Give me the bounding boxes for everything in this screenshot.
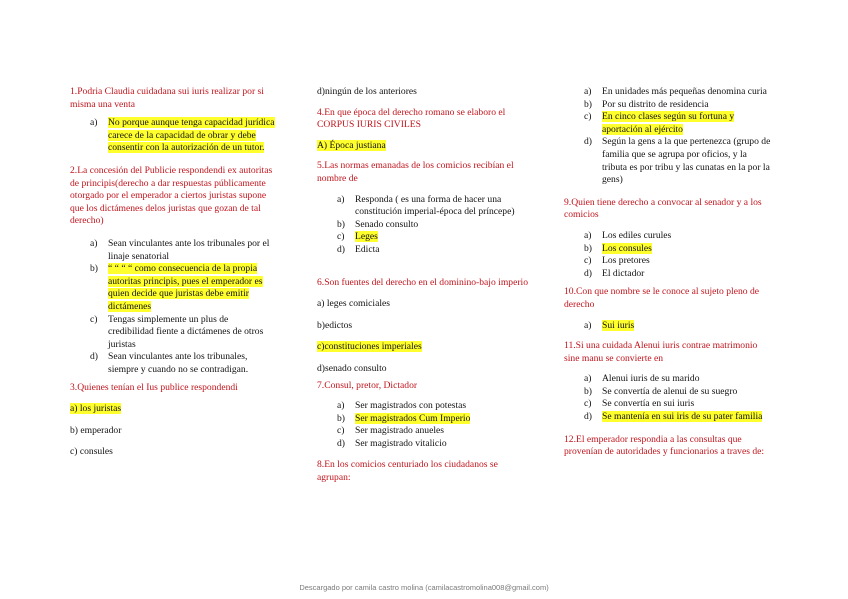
option-text: En cinco clases según su fortuna y aportación al ejército	[602, 111, 735, 135]
option-marker: b)	[584, 385, 592, 397]
column-1	[70, 86, 276, 459]
option-text: Responda ( es una forma de hacer una constitución imperial-época del príncepe)	[355, 193, 515, 218]
option-marker: d)	[584, 136, 592, 148]
option-text: Ser magistrado anueles	[355, 425, 444, 437]
option-item	[337, 413, 531, 426]
option-marker: a)	[337, 400, 345, 412]
answer-d: d)senado consulto	[317, 362, 387, 374]
option-marker: b)	[584, 98, 592, 110]
option-marker: b)	[584, 242, 592, 254]
option-item	[584, 99, 774, 112]
option-item	[584, 386, 774, 399]
option-item	[337, 425, 531, 438]
question-7: 7.Consul, pretor, Dictador	[317, 379, 418, 391]
option-item	[584, 320, 774, 333]
answer-c: c) consules	[70, 446, 113, 458]
column-2	[317, 86, 531, 485]
option-marker: c)	[337, 231, 345, 243]
question-12: 12.El emperador respondia a las consultas que provenían de autoridades y funcionarios a traves de:	[564, 433, 765, 458]
option-marker: d)	[584, 267, 592, 279]
option-text: Los ediles curules	[602, 229, 672, 241]
option-marker: c)	[584, 255, 592, 267]
option-text: Se convertía de alenui de su suegro	[602, 385, 738, 397]
option-marker: d)	[584, 411, 592, 423]
question-3: 3.Quienes tenían el Ius publice respondendi	[70, 382, 238, 394]
answer-a: a) los juristas	[70, 403, 122, 415]
question-10-options	[584, 320, 774, 333]
answer-d: d)ningún de los anteriores	[317, 86, 417, 97]
option-item	[584, 86, 774, 99]
option-text: Alenui iuris de su marido	[602, 373, 700, 385]
option-marker: a)	[337, 193, 345, 205]
option-marker: a)	[90, 117, 98, 129]
option-text: Se mantenía en sui iris de su pater familia	[602, 411, 763, 423]
option-text: Ser magistrados Cum Imperio	[355, 412, 471, 424]
answer-line	[317, 140, 531, 153]
question-7-options	[337, 400, 531, 450]
option-marker: c)	[90, 313, 98, 325]
option-item	[90, 314, 276, 352]
option-item	[584, 243, 774, 256]
option-item	[337, 231, 531, 244]
option-item	[337, 194, 531, 219]
question-6: 6.Son fuentes del derecho en el dominino-bajo imperio	[317, 276, 529, 288]
option-item	[90, 351, 276, 376]
question-5-options	[337, 194, 531, 257]
option-marker: a)	[90, 237, 98, 249]
question-2-options	[90, 238, 276, 377]
option-text: Los pretores	[602, 255, 650, 267]
option-marker: b)	[90, 263, 98, 275]
option-text: Sean vinculantes ante los tribunales, siempre y cuando no se contradigan.	[108, 351, 249, 375]
option-item	[337, 400, 531, 413]
option-marker: a)	[584, 86, 592, 97]
option-item	[584, 398, 774, 411]
question-1: 1.Podria Claudia cuidadana sui iuris realizar por si misma una venta	[70, 86, 264, 110]
question-11: 11.Si una cuidada Alenui iuris contrae matrimonio sine manu se convierte en	[564, 340, 758, 364]
option-marker: d)	[337, 243, 345, 255]
download-footer: Descargado por camila castro molina (camilacastromolina008@gmail.com)	[299, 583, 549, 592]
option-marker: d)	[337, 437, 345, 449]
option-marker: a)	[584, 373, 592, 385]
answer-b: b) emperador	[70, 424, 122, 436]
option-text: “ “ “ “ como consecuencia de la propia autoritas principis, pues el emperador es quien decide que juristas debe emitir dictámenes	[108, 263, 263, 312]
option-marker: c)	[584, 111, 592, 123]
answer-a: A) Época justiana	[317, 139, 386, 151]
option-marker: b)	[337, 412, 345, 424]
answer-line	[70, 403, 276, 416]
option-marker: a)	[584, 229, 592, 241]
question-10: 10.Con que nombre se le conoce al sujeto pleno de derecho	[564, 286, 760, 310]
option-item	[584, 373, 774, 386]
option-item	[337, 219, 531, 232]
option-text: Tengas simplemente un plus de credibilidad fiente a dictámenes de otros juristas	[108, 313, 264, 350]
option-text: Según la gens a la que pertenezca (grupo de familia que se agrupa por oficios, y la tributa es por tribu y las cunatas en la por la gens)	[602, 136, 771, 186]
option-item	[584, 111, 774, 136]
option-item	[584, 255, 774, 268]
question-1-options	[90, 117, 276, 155]
option-text: Sui iuris	[602, 319, 635, 331]
option-text: En unidades más pequeñas denomina curia	[602, 86, 767, 97]
option-text: No porque aunque tenga capacidad jurídica carece de la capacidad de obrar y debe consentir con la autorización de un tutor.	[108, 117, 275, 154]
option-item	[337, 438, 531, 451]
option-item	[90, 117, 276, 155]
option-item	[584, 136, 774, 186]
option-text: Senado consulto	[355, 218, 419, 230]
option-text: Los consules	[602, 242, 652, 254]
option-marker: b)	[337, 218, 345, 230]
option-text: Edicta	[355, 243, 380, 255]
option-item	[337, 244, 531, 257]
option-text: Sean vinculantes ante los tribunales por el linaje senatorial	[108, 237, 270, 262]
question-9: 9.Quien tiene derecho a convocar al senador y a los comicios	[564, 196, 762, 221]
question-4: 4.En que época del derecho romano se elaboro el CORPUS IURIS CIVILES	[317, 106, 506, 131]
question-9-options	[584, 230, 774, 280]
option-item	[584, 411, 774, 424]
option-text: Se convertía en sui iuris	[602, 398, 695, 410]
option-text: Leges	[355, 231, 378, 243]
option-marker: c)	[337, 425, 345, 437]
option-item	[90, 263, 276, 313]
question-5: 5.Las normas emanadas de los comicios recibían el nombre de	[317, 160, 514, 184]
question-2: 2.La concesión del Publicie respondendi ex autoritas de principis(derecho a dar respuestas públicamente otorgado por el emperador a ciertos juristas supone que los dictámenes delos juristas que gozan de tal derecho)	[70, 164, 273, 227]
option-item	[584, 268, 774, 281]
option-marker: a)	[584, 319, 592, 331]
question-8: 8.En los comicios centuriado los ciudadanos se agrupan:	[317, 459, 498, 484]
option-text: Ser magistrados con potestas	[355, 400, 467, 412]
option-text: Por su distrito de residencia	[602, 98, 709, 110]
answer-c: c)constituciones imperiales	[317, 341, 422, 353]
option-text: El dictador	[602, 267, 645, 279]
option-item	[584, 230, 774, 243]
answer-a: a) leges comiciales	[317, 298, 390, 310]
answer-line	[317, 341, 531, 354]
option-marker: c)	[584, 398, 592, 410]
column-3	[564, 86, 774, 459]
question-11-options	[584, 373, 774, 423]
option-item	[90, 238, 276, 263]
answer-b: b)edictos	[317, 319, 353, 331]
question-8-options	[584, 86, 774, 187]
option-marker: d)	[90, 351, 98, 363]
option-text: Ser magistrado vitalicio	[355, 437, 447, 449]
